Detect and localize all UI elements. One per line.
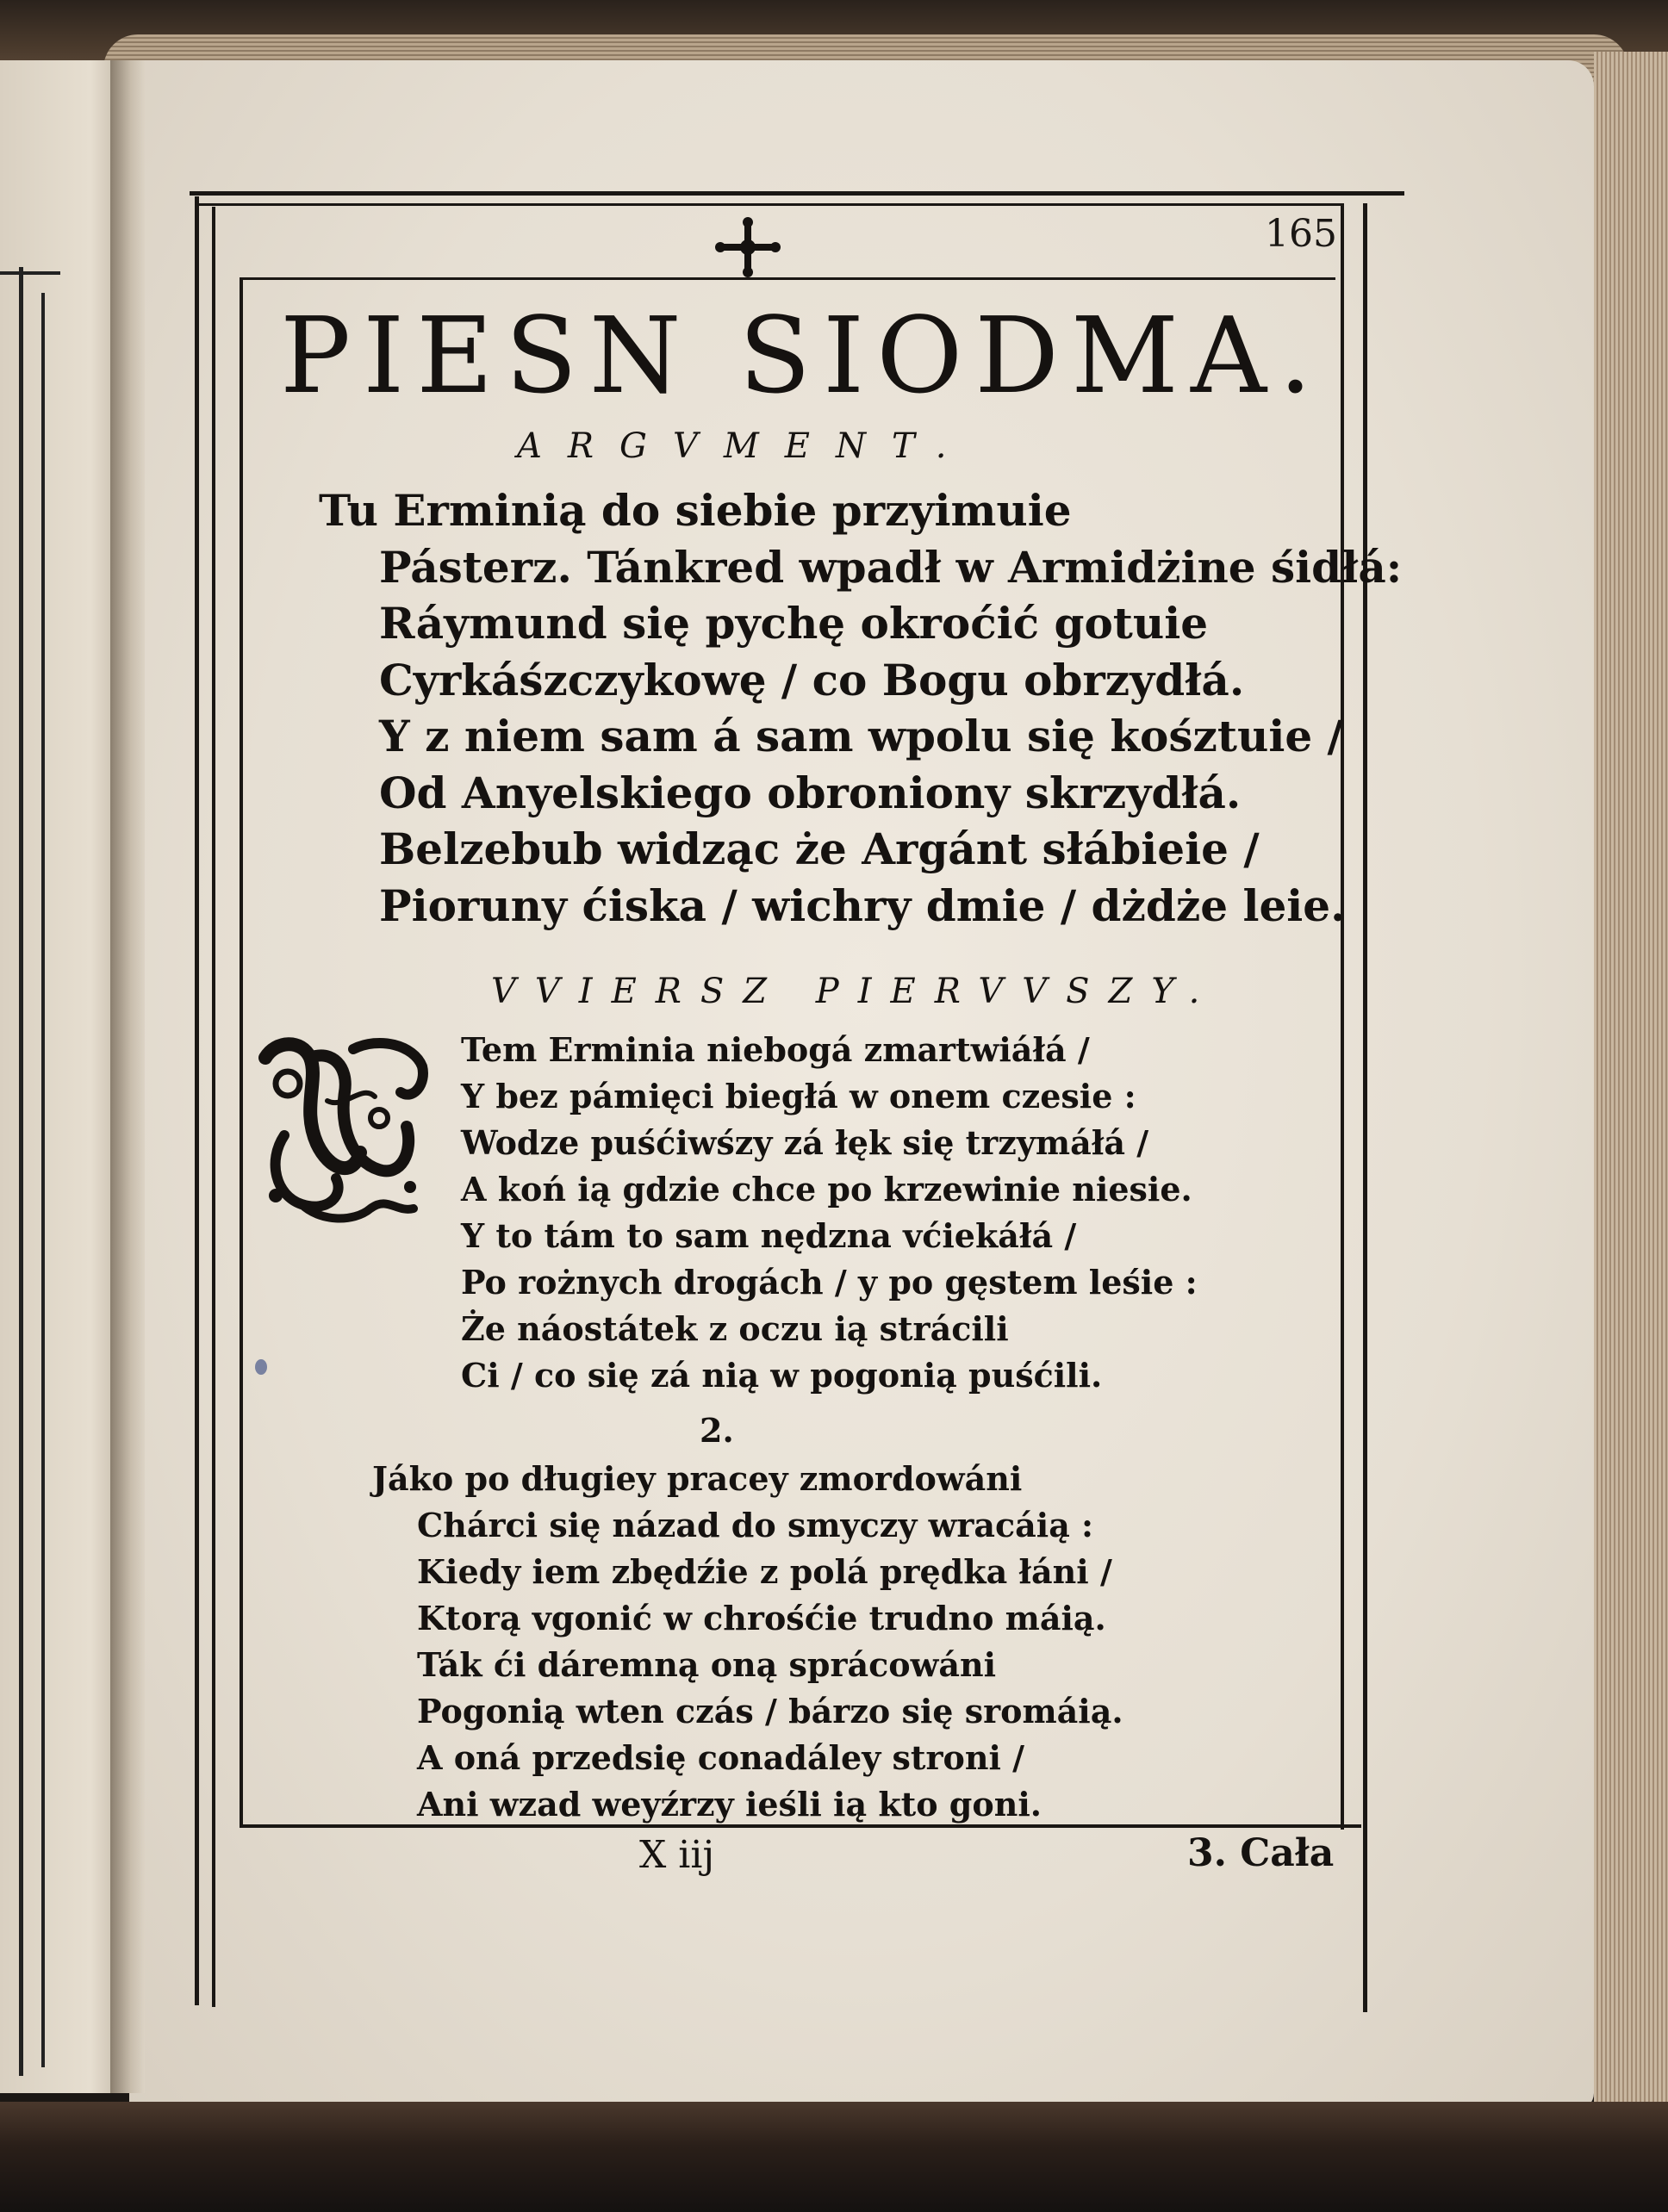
verse-line: Pioruny ćiska / wichry dmie / dżdże leie. (379, 879, 1346, 931)
verse-line: Ták ći dáremną oną sprácowáni (417, 1645, 997, 1684)
frame-rule-top-inner (198, 203, 1344, 206)
ink-smudge (255, 1359, 267, 1375)
frame-rule-right-inner (1341, 203, 1344, 1830)
verse-line: Pásterz. Tánkred wpadł w Armidżine śidłá: (379, 541, 1403, 593)
left-page-rule (19, 267, 23, 2076)
verse-line: Tu Erminią do siebie przyimuie (319, 485, 1072, 536)
frame-rule-left-inner (212, 207, 215, 2007)
page-number: 165 (1265, 212, 1337, 256)
frame-rule-left (195, 196, 199, 2005)
book-bottom-edge (0, 2102, 1668, 2212)
verse-line: Ktorą vgonić w chrośćie trudno máią. (417, 1599, 1106, 1637)
fore-edge (1594, 52, 1668, 2136)
frame-rule-left-innermost (240, 277, 243, 1828)
verse-line: Y z niem sam á sam wpolu się kośztuie / (379, 711, 1343, 761)
verse-line: Po rożnych drogách / y po gęstem leśie : (461, 1263, 1198, 1302)
verse-line: Chárci się názad do smyczy wracáią : (417, 1506, 1094, 1544)
stanza-1 (461, 1027, 1198, 1399)
frame-rule-right (1363, 203, 1367, 2012)
verse-line: Cyrkáśzczykowę / co Bogu obrzydłá. (379, 654, 1245, 705)
cross-ornament-icon (713, 217, 782, 277)
verse-line: Ráymund się pychę okroćić gotuie (379, 598, 1209, 649)
verse-line: Belzebub widząc że Argánt słábieie / (379, 823, 1260, 874)
verse-line: A oná przedsię conadáley stroni / (417, 1738, 1025, 1777)
chapter-title: PIESN SIODMA. (280, 295, 1324, 417)
verse-line: Tem Erminia niebogá zmartwiáłá / (461, 1030, 1090, 1069)
stanza-2 (372, 1456, 1123, 1828)
verse-line: Ci / co się zá nią w pogonią puśćili. (461, 1356, 1103, 1395)
headline-rule (241, 277, 1335, 280)
verse-line: Że náostátek z oczu ią strácili (461, 1309, 1009, 1348)
left-page-rule (41, 293, 45, 2067)
stanza-heading: VVIERSZ PIERVVSZY. (491, 972, 1219, 1011)
verse-line: Wodze puśćiwśzy zá łęk się trzymáłá / (461, 1123, 1149, 1162)
verse-line: Pogonią wten czás / bárzo się sromáią. (417, 1692, 1123, 1730)
frame-rule-top (190, 191, 1404, 196)
argument-verse (319, 482, 1402, 934)
verse-line: A koń ią gdzie chce po krzewinie niesie. (461, 1170, 1192, 1209)
verse-line: Y bez pámięci biegłá w onem czesie : (461, 1077, 1136, 1115)
verse-line: Od Anyelskiego obroniony skrzydłá. (379, 767, 1242, 818)
argument-heading: ARGVMENT. (517, 426, 973, 466)
verse-line: Y to tám to sam nędzna vćiekáłá / (461, 1216, 1077, 1255)
gutter (110, 60, 145, 2093)
catchword: 3. Cała (1187, 1831, 1335, 1875)
left-page-rule (0, 271, 60, 275)
verse-line: Jáko po długiey pracey zmordowáni (372, 1459, 1023, 1498)
stanza-number: 2. (700, 1411, 734, 1450)
signature-mark: X iij (639, 1833, 715, 1877)
decorated-initial-w (250, 1032, 433, 1228)
verse-line: Kiedy iem zbędźie z polá prędka łáni / (417, 1552, 1112, 1591)
verse-line: Ani wzad weyźrzy ieśli ią kto goni. (417, 1785, 1042, 1824)
